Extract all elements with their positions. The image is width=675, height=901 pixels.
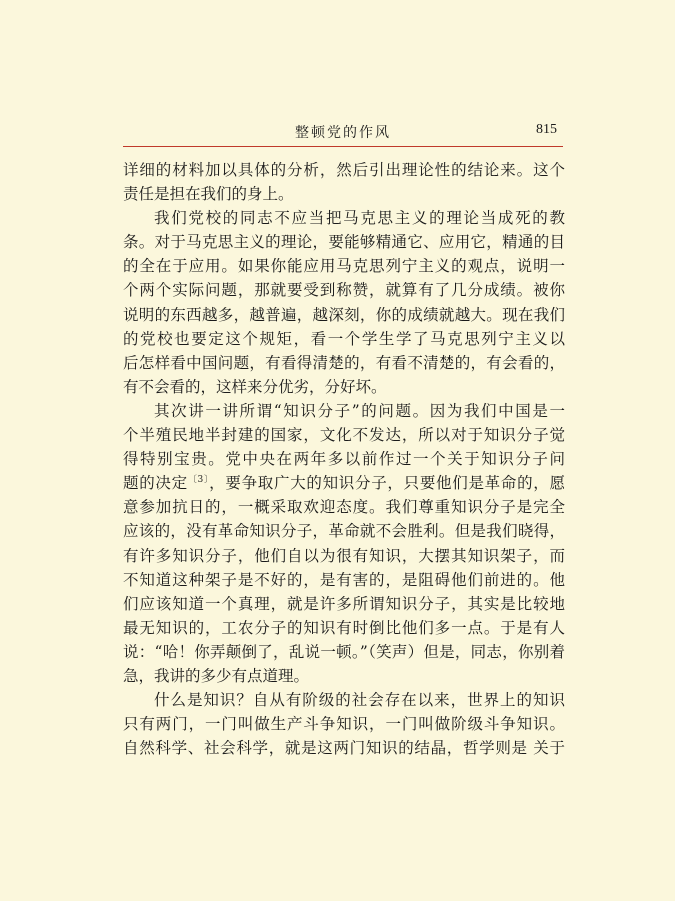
text-line: 什么是知识？自从有阶级的社会存在以来，世界上的知识 — [154, 691, 565, 710]
text-span: 题的决定 — [123, 474, 188, 493]
text-line: 其次讲一讲所谓“知识分子”的问题。因为我们中国是一 — [154, 401, 565, 420]
text-line: 有不会看的，这样来分优劣，分好坏。 — [123, 377, 387, 396]
running-title: 整顿党的作风 — [295, 125, 391, 141]
text-line: 说明的东西越多，越普遍，越深刻，你的成绩就越大。现在我们 — [123, 305, 565, 324]
text-line: 后怎样看中国问题，有看得清楚的，有看不清楚的，有会看的， — [123, 353, 565, 372]
text-line: 最无知识的，工农分子的知识有时倒比他们多一点。于是有人 — [123, 618, 565, 637]
text-line: 个半殖民地半封建的国家，文化不发达，所以对于知识分子觉 — [123, 426, 565, 445]
text-line: 说：“哈！你弄颠倒了，乱说一顿。”（笑声）但是，同志，你别着 — [123, 642, 565, 661]
text-line: 只有两门，一门叫做生产斗争知识，一门叫做阶级斗争知识。 — [123, 715, 565, 734]
header-rule — [123, 146, 563, 147]
text-line: 意参加抗日的，一概采取欢迎态度。我们尊重知识分子是完全 — [123, 498, 565, 517]
text-line: 急，我讲的多少有点道理。 — [123, 666, 310, 685]
running-header — [123, 122, 563, 144]
text-line: 的全在于应用。如果你能应用马克思列宁主义的观点，说明一 — [123, 257, 565, 276]
text-line: 得特别宝贵。党中央在两年多以前作过一个关于知识分子问 — [123, 450, 565, 469]
text-line: 责任是担在我们的身上。 — [123, 185, 294, 204]
text-line-with-footnote — [123, 471, 565, 495]
text-line: 的党校也要定这个规矩，看一个学生学了马克思列宁主义以 — [123, 329, 565, 348]
text-line: 们应该知道一个真理，就是许多所谓知识分子，其实是比较地 — [123, 594, 565, 613]
page-number: 815 — [536, 122, 557, 137]
text-line: 我们党校的同志不应当把马克思主义的理论当成死的教 — [154, 209, 565, 228]
text-span: ，要争取广大的知识分子，只要他们是革命的，愿 — [209, 474, 565, 493]
footnote-marker[interactable]: 〔3〕 — [187, 475, 210, 486]
text-line: 自然科学、社会科学，就是这两门知识的结晶，哲学则是 关于 — [123, 739, 565, 758]
text-line: 详细的材料加以具体的分析，然后引出理论性的结论来。这个 — [123, 161, 565, 179]
text-line: 有许多知识分子，他们自以为很有知识，大摆其知识架子，而 — [123, 546, 565, 565]
text-line: 个两个实际问题，那就要受到称赞，就算有了几分成绩。被你 — [123, 281, 565, 300]
text-line: 应该的，没有革命知识分子，革命就不会胜利。但是我们晓得， — [123, 522, 565, 541]
text-line: 条。对于马克思主义的理论，要能够精通它、应用它，精通的目 — [123, 233, 565, 252]
text-line: 不知道这种架子是不好的，是有害的，是阻碍他们前进的。他 — [123, 570, 565, 589]
body-text — [123, 158, 565, 760]
